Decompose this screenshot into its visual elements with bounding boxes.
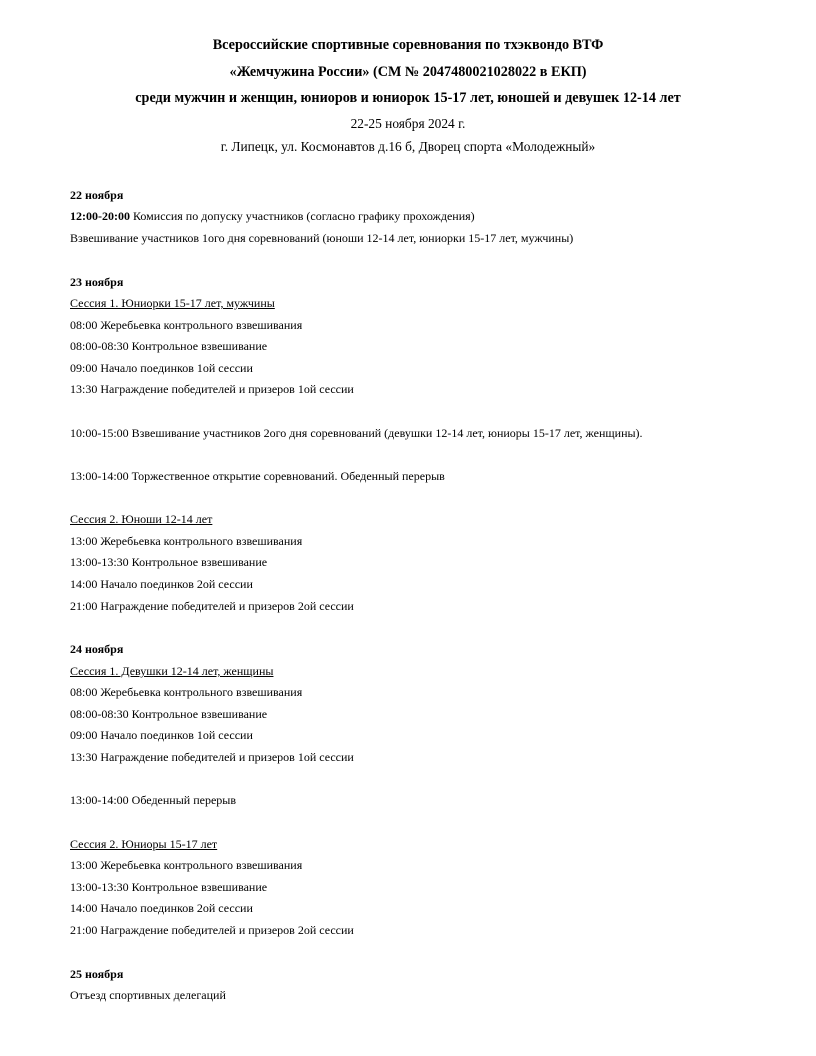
session-title: Сессия 1. Юниорки 15-17 лет, мужчины xyxy=(70,296,275,310)
schedule-item: 13:30 Награждение победителей и призеров 1ой сессии xyxy=(70,382,354,396)
opening-ceremony: 13:00-14:00 Торжественное открытие соревнований. Обеденный перерыв xyxy=(70,469,445,483)
day-heading-23: 23 ноября xyxy=(70,275,124,289)
schedule-item: 08:00 Жеребьевка контрольного взвешивания xyxy=(70,318,303,332)
day-heading-25: 25 ноября xyxy=(70,967,124,981)
schedule-item: 08:00 Жеребьевка контрольного взвешивания xyxy=(70,685,303,699)
schedule-item: 08:00-08:30 Контрольное взвешивание xyxy=(70,339,268,353)
schedule-item: 09:00 Начало поединков 1ой сессии xyxy=(70,728,253,742)
commission-text: Комиссия по допуску участников (согласно графику прохождения) xyxy=(133,209,475,223)
session-title: Сессия 2. Юноши 12-14 лет xyxy=(70,512,213,526)
schedule-item: 13:00-13:30 Контрольное взвешивание xyxy=(70,880,268,894)
doc-title-line1: Всероссийские спортивные соревнования по тхэквондо ВТФ xyxy=(212,37,604,53)
schedule-item: 21:00 Награждение победителей и призеров 2ой сессии xyxy=(70,599,354,613)
doc-title-line2: «Жемчужина России» (СМ № 2047480021028022 в ЕКП) xyxy=(229,64,587,80)
day-heading-22: 22 ноября xyxy=(70,188,124,202)
commission-time: 12:00-20:00 xyxy=(70,209,130,223)
schedule-item: 14:00 Начало поединков 2ой сессии xyxy=(70,577,253,591)
weigh-in-day2: 10:00-15:00 Взвешивание участников 2ого дня соревнований (девушки 12-14 лет, юниоры 15-17 лет, женщины). xyxy=(70,426,643,440)
schedule-item: 13:00 Жеребьевка контрольного взвешивания xyxy=(70,534,303,548)
departure-line: Отъезд спортивных делегаций xyxy=(70,988,226,1002)
schedule-item: 13:00 Жеребьевка контрольного взвешивания xyxy=(70,858,303,872)
day-heading-24: 24 ноября xyxy=(70,642,124,656)
schedule-item: 13:00-13:30 Контрольное взвешивание xyxy=(70,555,268,569)
schedule-item: 13:30 Награждение победителей и призеров 1ой сессии xyxy=(70,750,354,764)
schedule-item: 14:00 Начало поединков 2ой сессии xyxy=(70,901,253,915)
schedule-item: 21:00 Награждение победителей и призеров 2ой сессии xyxy=(70,923,354,937)
doc-title-line3: среди мужчин и женщин, юниоров и юниорок 15-17 лет, юношей и девушек 12-14 лет xyxy=(135,90,681,106)
session-title: Сессия 2. Юниоры 15-17 лет xyxy=(70,837,218,851)
commission-line xyxy=(70,209,475,224)
schedule-item: 08:00-08:30 Контрольное взвешивание xyxy=(70,707,268,721)
doc-dates: 22-25 ноября 2024 г. xyxy=(350,116,466,131)
doc-venue: г. Липецк, ул. Космонавтов д.16 б, Дворец спорта «Молодежный» xyxy=(220,139,596,154)
lunch-break: 13:00-14:00 Обеденный перерыв xyxy=(70,793,237,807)
session-title: Сессия 1. Девушки 12-14 лет, женщины xyxy=(70,664,274,678)
schedule-item: 09:00 Начало поединков 1ой сессии xyxy=(70,361,253,375)
weigh-in-day1: Взвешивание участников 1ого дня соревнований (юноши 12-14 лет, юниорки 15-17 лет, мужчины) xyxy=(70,231,574,245)
